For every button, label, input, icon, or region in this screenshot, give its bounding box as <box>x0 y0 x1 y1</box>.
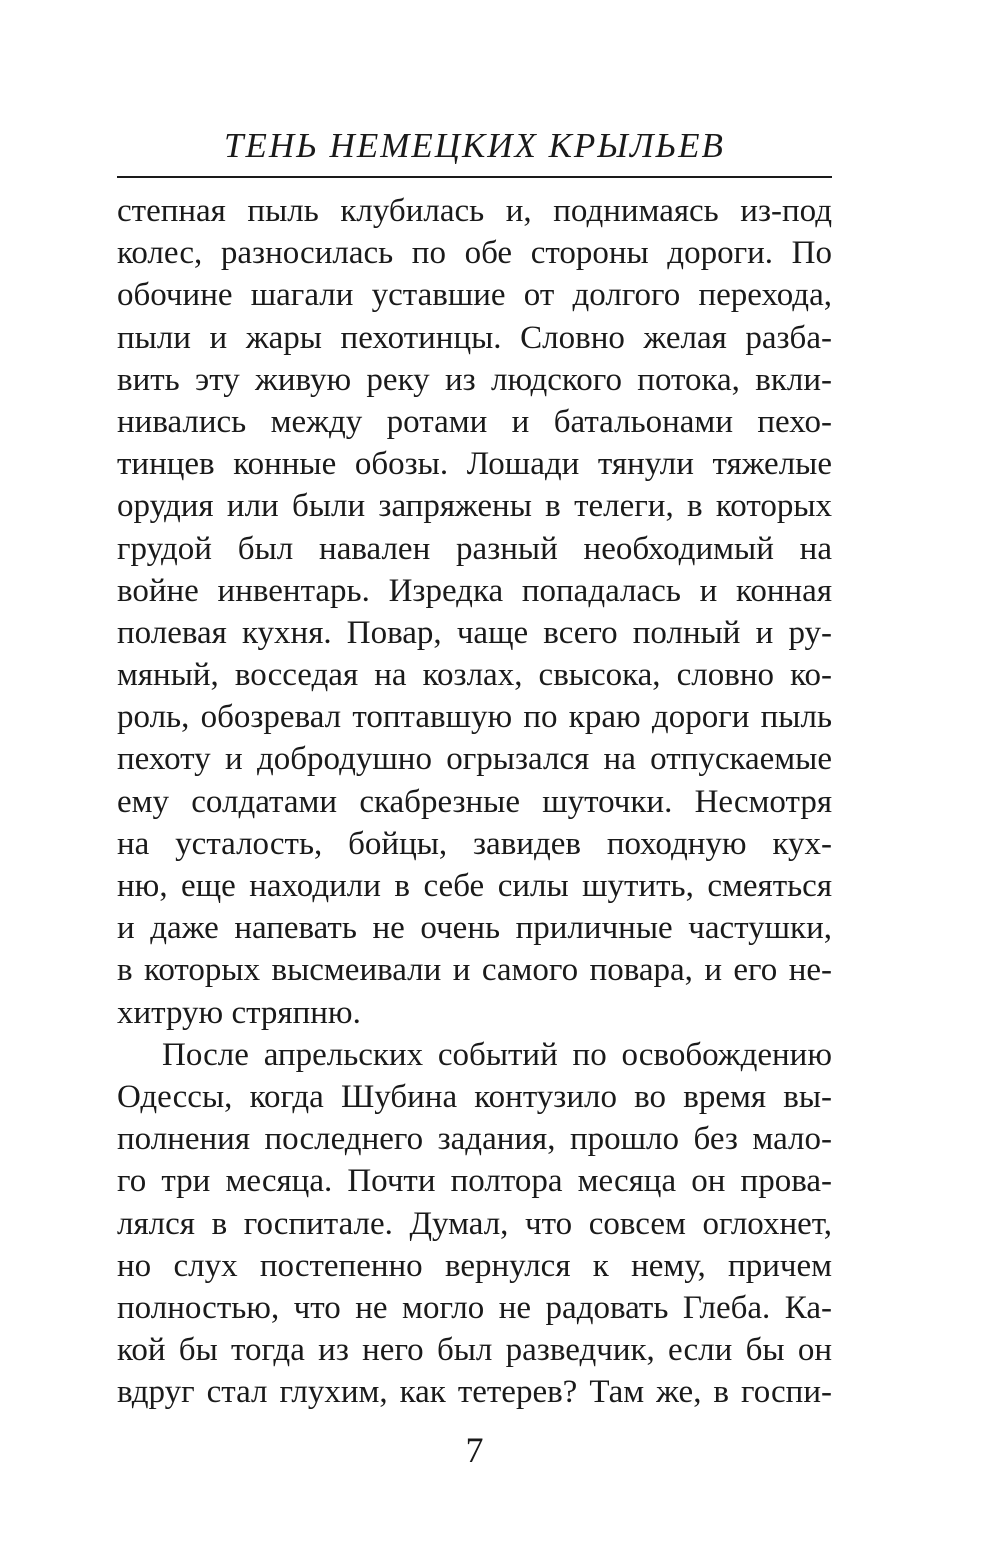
text-line: полевая кухня. Повар, чаще всего полный и ру- <box>117 614 832 651</box>
text-line: го три месяца. Почти полтора месяца он прова- <box>117 1163 832 1200</box>
text-line: мяный, восседая на козлах, свысока, словно ко- <box>117 657 832 694</box>
text-line: вдруг стал глухим, как тетерев? Там же, в госпи- <box>117 1374 832 1411</box>
body-text <box>117 190 832 1413</box>
text-line: в которых высмеивали и самого повара, и его не- <box>117 952 832 989</box>
text-line: орудия или были запряжены в телеги, в которых <box>117 488 832 525</box>
text-line: После апрельских событий по освобождению <box>162 1036 832 1073</box>
text-line: пыли и жары пехотинцы. Словно желая разба- <box>117 319 832 356</box>
text-line: но слух постепенно вернулся к нему, причем <box>117 1247 832 1284</box>
text-line: грудой был навален разный необходимый на <box>117 530 832 567</box>
text-line: колес, разносилась по обе стороны дороги. По <box>117 235 832 272</box>
page-number: 7 <box>465 1430 484 1470</box>
text-line: на усталость, бойцы, завидев походную кух- <box>117 825 832 862</box>
running-head: ТЕНЬ НЕМЕЦКИХ КРЫЛЬЕВ <box>224 126 725 165</box>
text-line: обочине шагали уставшие от долгого перехода, <box>117 277 832 314</box>
text-line: степная пыль клубилась и, поднимаясь из-под <box>117 193 832 229</box>
text-line: ему солдатами скабрезные шуточки. Несмотря <box>117 783 832 820</box>
text-line: хитрую стряпню. <box>117 994 361 1031</box>
text-line: полностью, что не могло не радовать Глеба. Ка- <box>117 1289 832 1326</box>
text-line: кой бы тогда из него был разведчик, если бы он <box>117 1332 832 1369</box>
text-line: тинцев конные обозы. Лошади тянули тяжелые <box>117 446 832 483</box>
text-line: Одессы, когда Шубина контузило во время вы- <box>117 1078 832 1115</box>
text-line: войне инвентарь. Изредка попадалась и конная <box>117 572 832 609</box>
text-line: роль, обозревал топтавшую по краю дороги пыль <box>117 699 832 736</box>
text-line: полнения последнего задания, прошло без мало- <box>117 1121 832 1158</box>
text-line: и даже напевать не очень приличные частушки, <box>117 910 832 947</box>
text-line: нивались между ротами и батальонами пехо- <box>117 403 832 440</box>
text-line: вить эту живую реку из людского потока, вкли- <box>117 361 832 398</box>
header-rule <box>117 176 832 178</box>
text-line: лялся в госпитале. Думал, что совсем оглохнет, <box>117 1205 832 1242</box>
text-line: ню, еще находили в себе силы шутить, смеяться <box>117 868 832 904</box>
text-line: пехоту и добродушно огрызался на отпускаемые <box>117 741 832 778</box>
